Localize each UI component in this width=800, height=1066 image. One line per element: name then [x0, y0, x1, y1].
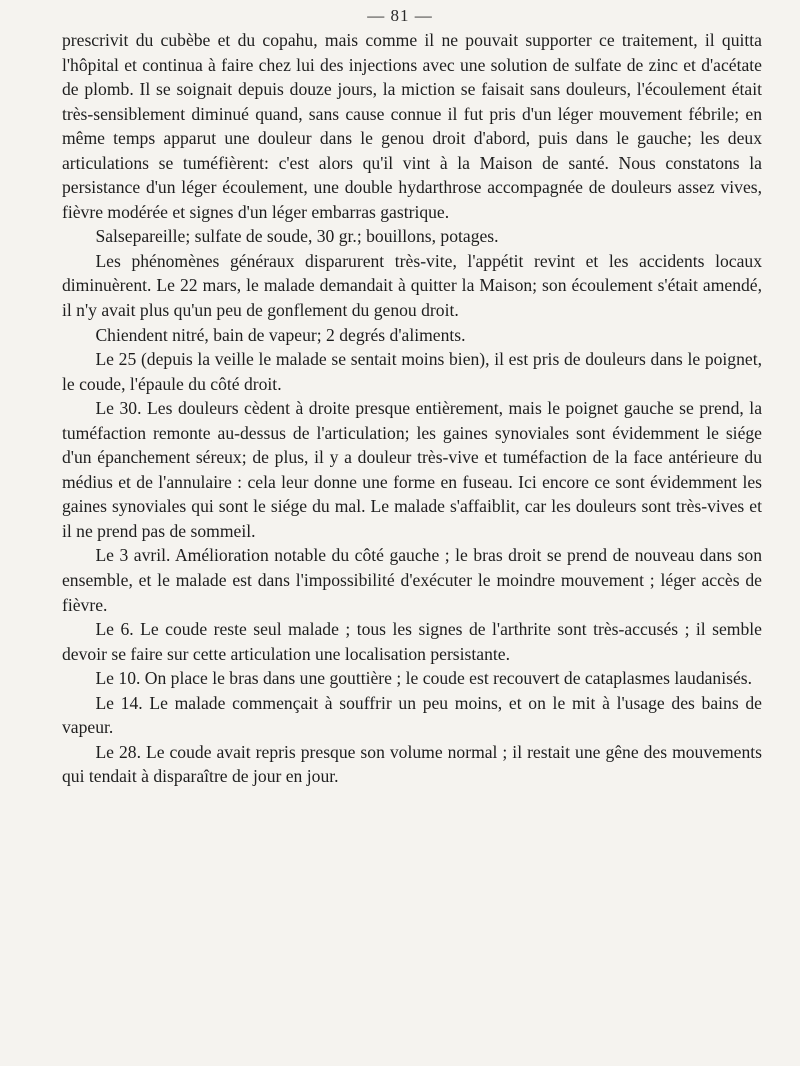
paragraph-day-14: Le 14. Le malade commençait à souffrir un peu moins, et on le mit à l'usage des bains de vapeur.: [62, 692, 762, 738]
paragraph-day-10: Le 10. On place le bras dans une gouttière ; le coude est recouvert de cataplasmes laudanisés.: [95, 668, 753, 689]
body-text: [62, 28, 762, 789]
paragraph-day-30: Le 30. Les douleurs cèdent à droite presque entièrement, mais le poignet gauche se prend, la tuméfaction remonte au-dessus de l'articulation; les gaines synoviales sont évidemment le siége d'un épanchement séreux; de plus, il y a douleur très-vive et tuméfaction de la face antérieure du médius et de l'annulaire : cela leur donne une forme en fuseau. Ici encore ce sont évidemment les gaines synoviales qui sont le siége du mal. Le malade s'affaiblit, car les douleurs sont très-vives et il ne prend pas de sommeil.: [62, 398, 762, 541]
paragraph-prescription-salsepareille: Salsepareille; sulfate de soude, 30 gr.; bouillons, potages.: [95, 226, 499, 247]
paragraph-continued: prescrivit du cubèbe et du copahu, mais comme il ne pouvait supporter ce traitement, il quitta l'hôpital et continua à faire chez lui des injections avec une solution de sulfate de zinc et d'acétate de plomb. Il se soignait depuis douze jours, la miction se faisait sans douleurs, l'écoulement était très-sensiblement diminué quand, sans cause connue il fut pris d'un léger mouvement fébrile; en même temps apparut une douleur dans le genou droit d'abord, puis dans le gauche; les deux articulations se tuméfièrent: c'est alors qu'il vint à la Maison de santé. Nous constatons la persistance d'un léger écoulement, une double hydarthrose accompagnée de douleurs assez vives, fièvre modérée et signes d'un léger embarras gastrique.: [62, 30, 762, 222]
paragraph-day-28: Le 28. Le coude avait repris presque son volume normal ; il restait une gêne des mouvements qui tendait à disparaître de jour en jour.: [62, 741, 762, 787]
paragraph-improvement: Les phénomènes généraux disparurent très-vite, l'appétit revint et les accidents locaux diminuèrent. Le 22 mars, le malade demandait à quitter la Maison; son écoulement s'était amendé, il n'y avait plus qu'un peu de gonflement du genou droit.: [62, 250, 762, 321]
paragraph-april-3: Le 3 avril. Amélioration notable du côté gauche ; le bras droit se prend de nouveau dans son ensemble, et le malade est dans l'impossibilité d'exécuter le moindre mouvement ; léger accès de fièvre.: [62, 545, 762, 615]
paragraph-day-25: Le 25 (depuis la veille le malade se sentait moins bien), il est pris de douleurs dans le poignet, le coude, l'épaule du côté droit.: [62, 349, 762, 394]
page-number: — 81 —: [367, 6, 433, 25]
paragraph-day-6: Le 6. Le coude reste seul malade ; tous les signes de l'arthrite sont très-accusés ; il semble devoir se faire sur cette articulation une localisation persistante.: [62, 619, 762, 664]
paragraph-prescription-chiendent: Chiendent nitré, bain de vapeur; 2 degrés d'aliments.: [95, 324, 466, 345]
